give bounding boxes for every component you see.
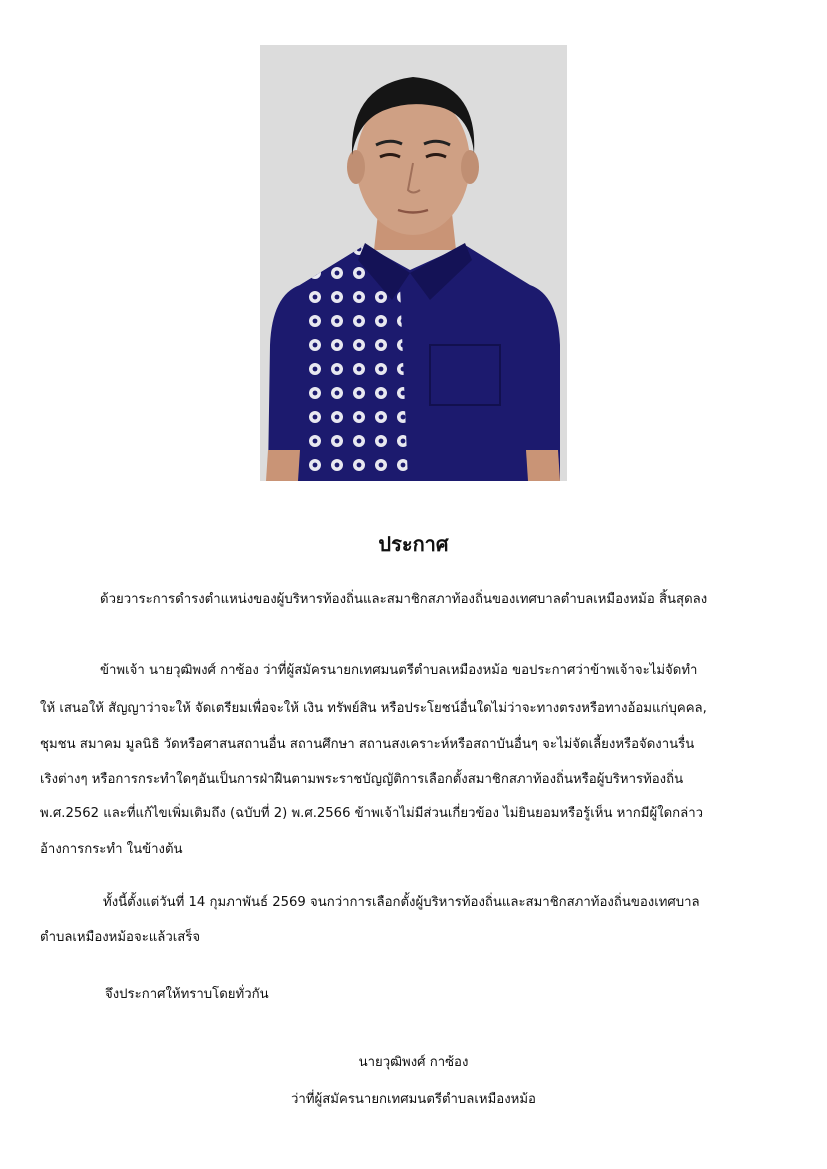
paragraph-line: อ้างการกระทำ ในข้างต้น xyxy=(40,842,183,857)
paragraph-line: เริงต่างๆ หรือการกระทำใดๆอันเป็นการฝ่าฝืนตามพระราชบัญญัติการเลือกตั้งสมาชิกสภาท้องถิ่นหรือผู้บริหารท้องถิ่น xyxy=(40,772,684,787)
paragraph-line: ทั้งนี้ตั้งแต่วันที่ 14 กุมภาพันธ์ 2569 จนกว่าการเลือกตั้งผู้บริหารท้องถิ่นและสมาชิกสภาท้องถิ่นของเทศบาล xyxy=(103,895,700,910)
paragraph-line: ให้ เสนอให้ สัญญาว่าจะให้ จัดเตรียมเพื่อจะให้ เงิน ทรัพย์สิน หรือประโยชน์อื่นใดไม่ว่าจะทางตรงหรือทางอ้อมแก่บุคคล, xyxy=(40,701,707,716)
paragraph-line: ข้าพเจ้า นายวุฒิพงศ์ กาซ้อง ว่าที่ผู้สมัครนายกเทศมนตรีตำบลเหมืองหม้อ ขอประกาศว่าข้าพเจ้าจะไม่จัดทำ xyxy=(100,663,698,678)
paragraph-line: ตำบลเหมืองหม้อจะแล้วเสร็จ xyxy=(40,930,201,945)
candidate-photo xyxy=(260,45,567,481)
closing-statement: จึงประกาศให้ทราบโดยทั่วกัน xyxy=(105,987,269,1002)
announcement-subtitle: ด้วยวาระการดำรงตำแหน่งของผู้บริหารท้องถิ่นและสมาชิกสภาท้องถิ่นของเทศบาลตำบลเหมืองหม้อ สิ้นสุดลง xyxy=(100,592,708,607)
paragraph-line: ชุมชน สมาคม มูลนิธิ วัดหรือศาสนสถานอื่น สถานศึกษา สถานสงเคราะห์หรือสถาบันอื่นๆ จะไม่จัดเลี้ยงหรือจัดงานรื่น xyxy=(40,737,695,752)
signature-name: นายวุฒิพงศ์ กาซ้อง xyxy=(358,1055,469,1070)
announcement-title: ประกาศ xyxy=(378,532,449,556)
signature-position: ว่าที่ผู้สมัครนายกเทศมนตรีตำบลเหมืองหม้อ xyxy=(291,1092,536,1107)
paragraph-line: พ.ศ.2562 และที่แก้ไขเพิ่มเติมถึง (ฉบับที่ 2) พ.ศ.2566 ข้าพเจ้าไม่มีส่วนเกี่ยวข้อง ไม่ยินยอมหรือรู้เห็น หากมีผู้ใดกล่าว xyxy=(40,806,704,821)
